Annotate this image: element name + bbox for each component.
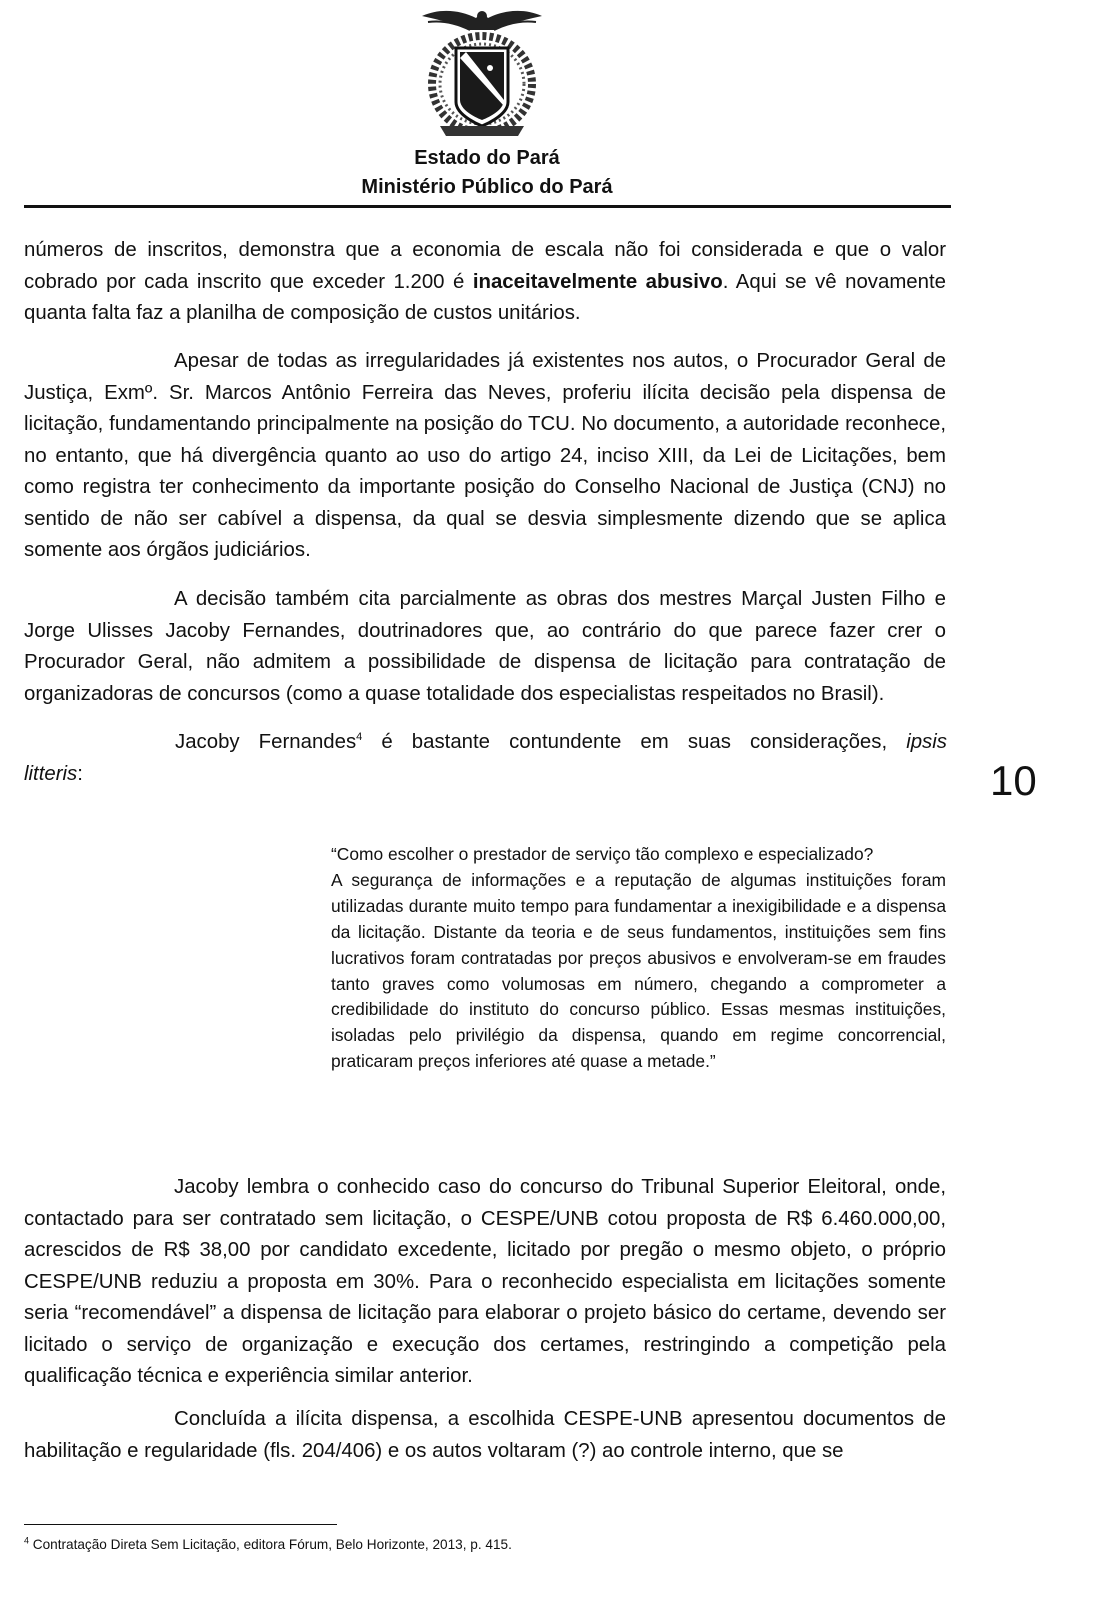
paragraph-4-latin-1: ipsis — [906, 731, 947, 753]
footnote-marker: 4 — [24, 1535, 30, 1546]
footnote-divider — [24, 1524, 337, 1525]
paragraph-4-latin-2: litteris — [24, 763, 78, 785]
quote-line-2: A segurança de informações e a reputação de algumas instituições foram utilizadas durante muito tempo para fundamentar a inexigibilidade e a dispensa da licitação. Distante da teoria e de seus fundamentos, instituições sem fins lucrativos foram contratadas por preços abusivos e envolveram-se em fraudes tanto graves como volumosas em número, chegando a comprometer a credibilidade do instituto do concurso público. Essas mesmas instituições, isoladas pelo privilégio da dispensa, quando em regime concorrencial, praticaram preços inferiores até quase a metade.” — [331, 869, 946, 1072]
paragraph-6: Concluída a ilícita dispensa, a escolhida CESPE-UNB apresentou documentos de habilitação e regularidade (fls. 204/406) e os autos voltaram (?) ao controle interno, que se — [24, 1408, 946, 1462]
page-number: 10 — [990, 757, 1037, 804]
footnote-text: Contratação Direta Sem Licitação, editora Fórum, Belo Horizonte, 2013, p. 415. — [29, 1537, 512, 1552]
paragraph-1-text-end: . Aqui se vê novamente quanta falta faz a planilha de composição de custos unitários. — [24, 270, 946, 324]
footnote-reference: 4 — [356, 731, 363, 744]
header-institution-name: Ministério Público do Pará — [361, 176, 613, 198]
state-coat-of-arms-icon — [420, 2, 544, 140]
paragraph-1-emphasis: inaceitavelmente abusivo — [472, 270, 723, 293]
paragraph-2: Apesar de todas as irregularidades já existentes nos autos, o Procurador Geral de Justiça, Exmº. Sr. Marcos Antônio Ferreira das Neves, proferiu ilícita decisão pela dispensa de licitação, fundamentando principalmente na posição do TCU. No documento, a autoridade reconhece, no entanto, que há divergência quanto ao uso do artigo 24, inciso XIII, da Lei de Licitações, bem como registra ter conhecimento da importante posição do Conselho Nacional de Justiça (CNJ) no sentido de não ser cabível a dispensa, da qual se desvia simplesmente dizendo que se aplica somente aos órgãos judiciários. — [24, 350, 946, 561]
block-quote — [331, 842, 946, 1075]
paragraph-1 — [24, 235, 946, 330]
paragraph-1-text: números de inscritos, demonstra que a economia de escala não foi considerada e que o valor cobrado por cada inscrito que exceder 1.200 é — [24, 239, 946, 293]
paragraph-4-line-1 — [175, 727, 947, 759]
paragraph-4-text: é bastante contundente em suas considerações, — [362, 731, 907, 753]
paragraph-3: A decisão também cita parcialmente as obras dos mestres Marçal Justen Filho e Jorge Ulisses Jacoby Fernandes, doutrinadores que, ao contrário do que parece fazer crer o Procurador Geral, não admitem a possibilidade de dispensa de licitação para contratação de organizadoras de concursos (como a quase totalidade dos especialistas respeitados no Brasil). — [24, 588, 946, 705]
paragraph-4-author: Jacoby Fernandes — [175, 731, 357, 753]
header-divider — [24, 205, 951, 208]
footnote — [24, 1537, 512, 1552]
header-state-name: Estado do Pará — [414, 147, 560, 169]
paragraph-4-line-2 — [24, 759, 83, 791]
paragraph-4-colon: : — [77, 763, 83, 785]
paragraph-5: Jacoby lembra o conhecido caso do concurso do Tribunal Superior Eleitoral, onde, contactado para ser contratado sem licitação, o CESPE/UNB cotou proposta de R$ 6.460.000,00, acrescidos de R$ 38,00 por candidato excedente, licitado por pregão o mesmo objeto, o próprio CESPE/UNB reduziu a proposta em 30%. Para o reconhecido especialista em licitações somente seria “recomendável” a dispensa de licitação para elaborar o projeto básico do certame, devendo ser licitado o serviço de organização e execução dos certames, restringindo a competição pela qualificação técnica e experiência similar anterior. — [24, 1176, 946, 1387]
quote-line-1: “Como escolher o prestador de serviço tão complexo e especializado? — [331, 844, 874, 864]
